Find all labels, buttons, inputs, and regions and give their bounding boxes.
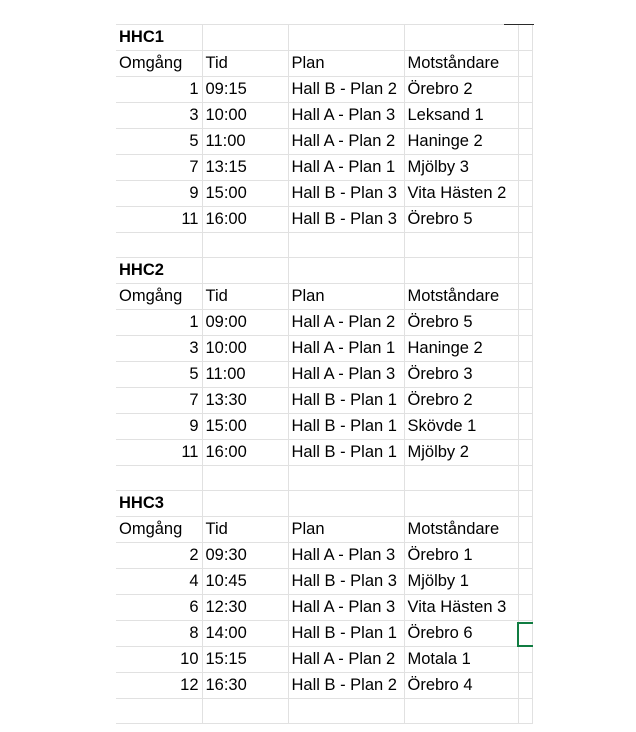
time-cell[interactable]: 14:00 xyxy=(202,621,288,647)
empty-cell[interactable] xyxy=(518,284,532,310)
header-plan-cell[interactable]: Plan xyxy=(288,284,404,310)
time-cell[interactable]: 16:00 xyxy=(202,440,288,466)
empty-cell[interactable] xyxy=(116,233,202,258)
venue-cell[interactable]: Hall B - Plan 2 xyxy=(288,77,404,103)
venue-cell[interactable]: Hall A - Plan 3 xyxy=(288,362,404,388)
table-row xyxy=(116,336,532,362)
empty-cell[interactable] xyxy=(202,233,288,258)
empty-cell[interactable] xyxy=(404,258,518,284)
opponent-cell[interactable]: Haninge 2 xyxy=(404,129,518,155)
empty-cell[interactable] xyxy=(518,491,532,517)
empty-cell[interactable] xyxy=(518,129,532,155)
empty-cell[interactable] xyxy=(404,491,518,517)
empty-cell[interactable] xyxy=(404,233,518,258)
grid-top-border xyxy=(504,24,534,25)
time-cell[interactable]: 09:00 xyxy=(202,310,288,336)
venue-cell[interactable]: Hall A - Plan 3 xyxy=(288,543,404,569)
table-row xyxy=(116,647,532,673)
header-tid-cell[interactable]: Tid xyxy=(202,517,288,543)
time-cell[interactable]: 10:00 xyxy=(202,103,288,129)
opponent-cell[interactable]: Skövde 1 xyxy=(404,414,518,440)
opponent-cell[interactable]: Leksand 1 xyxy=(404,103,518,129)
time-cell[interactable]: 11:00 xyxy=(202,129,288,155)
round-cell[interactable]: 3 xyxy=(116,103,202,129)
group-title-cell[interactable]: HHC2 xyxy=(116,258,202,284)
empty-cell[interactable] xyxy=(518,155,532,181)
table-row xyxy=(116,207,532,233)
round-cell[interactable]: 1 xyxy=(116,77,202,103)
table-row xyxy=(116,543,532,569)
time-cell[interactable]: 15:00 xyxy=(202,181,288,207)
empty-cell[interactable] xyxy=(288,699,404,724)
trailing-row xyxy=(116,699,532,724)
round-cell[interactable]: 7 xyxy=(116,388,202,414)
empty-cell[interactable] xyxy=(518,699,532,724)
round-cell[interactable]: 1 xyxy=(116,310,202,336)
venue-cell[interactable]: Hall B - Plan 2 xyxy=(288,673,404,699)
time-cell[interactable]: 11:00 xyxy=(202,362,288,388)
empty-cell[interactable] xyxy=(518,336,532,362)
grid-body xyxy=(116,25,532,724)
header-motstandare-cell[interactable]: Motståndare xyxy=(404,51,518,77)
empty-cell[interactable] xyxy=(518,207,532,233)
header-plan-cell[interactable]: Plan xyxy=(288,51,404,77)
time-cell[interactable]: 13:30 xyxy=(202,388,288,414)
empty-cell[interactable] xyxy=(518,647,532,673)
spreadsheet-grid xyxy=(116,24,533,724)
round-cell[interactable]: 9 xyxy=(116,181,202,207)
empty-cell[interactable] xyxy=(518,466,532,491)
opponent-cell[interactable]: Örebro 5 xyxy=(404,207,518,233)
empty-cell[interactable] xyxy=(202,699,288,724)
opponent-cell[interactable]: Mjölby 3 xyxy=(404,155,518,181)
empty-cell[interactable] xyxy=(518,310,532,336)
opponent-cell[interactable]: Örebro 2 xyxy=(404,388,518,414)
empty-cell[interactable] xyxy=(116,466,202,491)
spacer-row xyxy=(116,233,532,258)
time-cell[interactable]: 16:00 xyxy=(202,207,288,233)
empty-cell[interactable] xyxy=(288,233,404,258)
time-cell[interactable]: 10:00 xyxy=(202,336,288,362)
venue-cell[interactable]: Hall B - Plan 1 xyxy=(288,414,404,440)
active-cell-selection[interactable] xyxy=(517,622,533,647)
empty-cell[interactable] xyxy=(288,466,404,491)
round-cell[interactable]: 8 xyxy=(116,621,202,647)
table-row xyxy=(116,362,532,388)
opponent-cell[interactable]: Örebro 5 xyxy=(404,310,518,336)
table-row xyxy=(116,77,532,103)
time-cell[interactable]: 16:30 xyxy=(202,673,288,699)
empty-cell[interactable] xyxy=(202,466,288,491)
empty-cell[interactable] xyxy=(404,466,518,491)
group-title-cell[interactable]: HHC1 xyxy=(116,25,202,51)
empty-cell[interactable] xyxy=(518,233,532,258)
header-plan-cell[interactable]: Plan xyxy=(288,517,404,543)
empty-cell[interactable] xyxy=(518,77,532,103)
venue-cell[interactable]: Hall B - Plan 3 xyxy=(288,569,404,595)
header-tid-cell[interactable]: Tid xyxy=(202,284,288,310)
empty-cell[interactable] xyxy=(518,362,532,388)
empty-cell[interactable] xyxy=(518,414,532,440)
table-row xyxy=(116,569,532,595)
venue-cell[interactable]: Hall B - Plan 3 xyxy=(288,181,404,207)
table-row xyxy=(116,103,532,129)
venue-cell[interactable]: Hall A - Plan 2 xyxy=(288,647,404,673)
round-cell[interactable]: 7 xyxy=(116,155,202,181)
time-cell[interactable]: 13:15 xyxy=(202,155,288,181)
empty-cell[interactable] xyxy=(518,543,532,569)
empty-cell[interactable] xyxy=(518,103,532,129)
table-row xyxy=(116,595,532,621)
table-row xyxy=(116,181,532,207)
table-row xyxy=(116,129,532,155)
column-header-row xyxy=(116,284,532,310)
venue-cell[interactable]: Hall A - Plan 1 xyxy=(288,336,404,362)
header-motstandare-cell[interactable]: Motståndare xyxy=(404,284,518,310)
header-omgang-cell[interactable]: Omgång xyxy=(116,517,202,543)
group-title-row xyxy=(116,25,532,51)
empty-cell[interactable] xyxy=(202,25,288,51)
column-header-row xyxy=(116,51,532,77)
round-cell[interactable]: 11 xyxy=(116,207,202,233)
spacer-row xyxy=(116,466,532,491)
opponent-cell[interactable]: Mjölby 1 xyxy=(404,569,518,595)
header-motstandare-cell[interactable]: Motståndare xyxy=(404,517,518,543)
group-title-row xyxy=(116,491,532,517)
venue-cell[interactable]: Hall A - Plan 2 xyxy=(288,310,404,336)
round-cell[interactable]: 6 xyxy=(116,595,202,621)
time-cell[interactable]: 15:00 xyxy=(202,414,288,440)
time-cell[interactable]: 12:30 xyxy=(202,595,288,621)
opponent-cell[interactable]: Vita Hästen 3 xyxy=(404,595,518,621)
opponent-cell[interactable]: Mjölby 2 xyxy=(404,440,518,466)
venue-cell[interactable]: Hall B - Plan 1 xyxy=(288,388,404,414)
empty-cell[interactable] xyxy=(404,25,518,51)
opponent-cell[interactable]: Vita Hästen 2 xyxy=(404,181,518,207)
opponent-cell[interactable]: Motala 1 xyxy=(404,647,518,673)
venue-cell[interactable]: Hall A - Plan 1 xyxy=(288,155,404,181)
table-row xyxy=(116,155,532,181)
round-cell[interactable]: 9 xyxy=(116,414,202,440)
venue-cell[interactable]: Hall A - Plan 3 xyxy=(288,595,404,621)
table-row xyxy=(116,388,532,414)
round-cell[interactable]: 3 xyxy=(116,336,202,362)
opponent-cell[interactable]: Haninge 2 xyxy=(404,336,518,362)
venue-cell[interactable]: Hall B - Plan 1 xyxy=(288,440,404,466)
empty-cell[interactable] xyxy=(518,517,532,543)
empty-cell[interactable] xyxy=(518,595,532,621)
round-cell[interactable]: 4 xyxy=(116,569,202,595)
opponent-cell[interactable]: Örebro 2 xyxy=(404,77,518,103)
opponent-cell[interactable]: Örebro 6 xyxy=(404,621,518,647)
empty-cell[interactable] xyxy=(116,699,202,724)
opponent-cell[interactable]: Örebro 1 xyxy=(404,543,518,569)
empty-cell[interactable] xyxy=(202,258,288,284)
empty-cell[interactable] xyxy=(518,440,532,466)
opponent-cell[interactable]: Örebro 3 xyxy=(404,362,518,388)
group-title-cell[interactable]: HHC3 xyxy=(116,491,202,517)
round-cell[interactable]: 10 xyxy=(116,647,202,673)
empty-cell[interactable] xyxy=(518,51,532,77)
round-cell[interactable]: 12 xyxy=(116,673,202,699)
time-cell[interactable]: 09:30 xyxy=(202,543,288,569)
table-row xyxy=(116,310,532,336)
venue-cell[interactable]: Hall B - Plan 3 xyxy=(288,207,404,233)
round-cell[interactable]: 5 xyxy=(116,129,202,155)
empty-cell[interactable] xyxy=(518,388,532,414)
empty-cell[interactable] xyxy=(288,25,404,51)
header-omgang-cell[interactable]: Omgång xyxy=(116,284,202,310)
table-row xyxy=(116,414,532,440)
empty-cell[interactable] xyxy=(518,258,532,284)
venue-cell[interactable]: Hall B - Plan 1 xyxy=(288,621,404,647)
round-cell[interactable]: 5 xyxy=(116,362,202,388)
empty-cell[interactable] xyxy=(288,258,404,284)
empty-cell[interactable] xyxy=(518,181,532,207)
time-cell[interactable]: 15:15 xyxy=(202,647,288,673)
header-omgang-cell[interactable]: Omgång xyxy=(116,51,202,77)
empty-cell[interactable] xyxy=(202,491,288,517)
opponent-cell[interactable]: Örebro 4 xyxy=(404,673,518,699)
column-header-row xyxy=(116,517,532,543)
round-cell[interactable]: 2 xyxy=(116,543,202,569)
empty-cell[interactable] xyxy=(518,569,532,595)
table-row xyxy=(116,440,532,466)
round-cell[interactable]: 11 xyxy=(116,440,202,466)
empty-cell[interactable] xyxy=(288,491,404,517)
time-cell[interactable]: 09:15 xyxy=(202,77,288,103)
time-cell[interactable]: 10:45 xyxy=(202,569,288,595)
empty-cell[interactable] xyxy=(518,673,532,699)
empty-cell[interactable] xyxy=(404,699,518,724)
venue-cell[interactable]: Hall A - Plan 2 xyxy=(288,129,404,155)
group-title-row xyxy=(116,258,532,284)
venue-cell[interactable]: Hall A - Plan 3 xyxy=(288,103,404,129)
table-row xyxy=(116,621,532,647)
header-tid-cell[interactable]: Tid xyxy=(202,51,288,77)
table-row xyxy=(116,673,532,699)
empty-cell[interactable] xyxy=(518,25,532,51)
